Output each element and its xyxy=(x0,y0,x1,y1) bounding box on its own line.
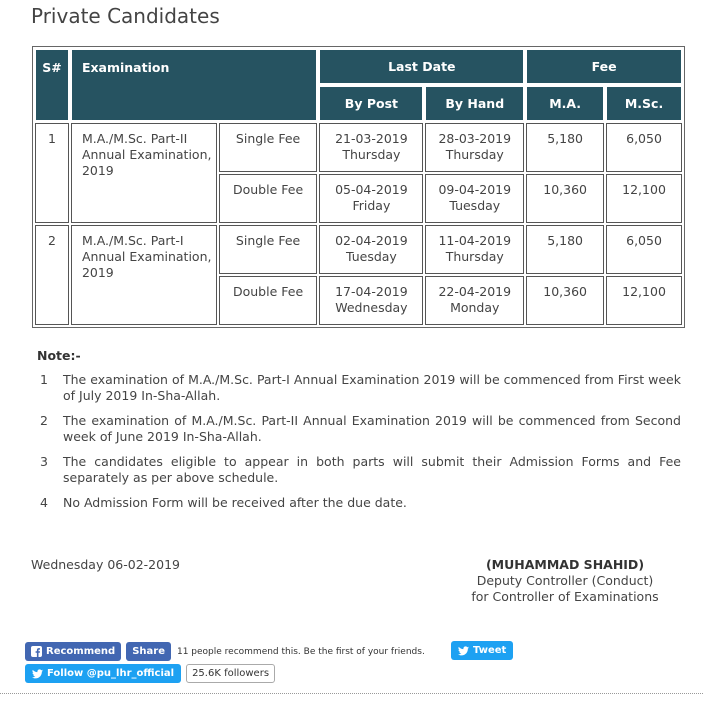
fee-msc-cell: 6,050 xyxy=(606,123,682,172)
header-ma: M.A. xyxy=(526,86,604,121)
note-item xyxy=(37,495,681,511)
notice-date: Wednesday 06-02-2019 xyxy=(31,557,180,572)
note-text: No Admission Form will be received after the due date. xyxy=(63,495,407,510)
by-post-day: Thursday xyxy=(342,147,401,162)
by-hand-day: Tuesday xyxy=(449,198,501,213)
header-fee: Fee xyxy=(526,49,682,84)
schedule-table xyxy=(32,46,685,328)
tweet-button[interactable] xyxy=(451,641,513,660)
follow-button[interactable] xyxy=(25,664,181,683)
facebook-widget xyxy=(25,642,425,661)
by-hand-cell xyxy=(425,174,524,223)
signatory-for: for Controller of Examinations xyxy=(471,589,659,604)
fee-msc-cell: 12,100 xyxy=(606,174,682,223)
by-hand-date: 11-04-2019 xyxy=(438,233,512,248)
by-post-cell xyxy=(319,225,423,274)
notes-heading: Note:- xyxy=(37,348,81,363)
signature-block xyxy=(450,557,680,605)
by-post-cell xyxy=(319,174,423,223)
follow-label: Follow @pu_lhr_official xyxy=(47,668,175,679)
followers-count: 25.6K followers xyxy=(186,664,275,683)
note-text: The examination of M.A./M.Sc. Part-I Annual Examination 2019 will be commenced from First week of July 2019 In-Sha-Allah. xyxy=(63,372,681,403)
signatory-title: Deputy Controller (Conduct) xyxy=(476,573,654,588)
note-number: 2 xyxy=(40,413,48,428)
header-by-hand: By Hand xyxy=(425,86,524,121)
header-msc: M.Sc. xyxy=(606,86,682,121)
fee-ma-cell: 5,180 xyxy=(526,225,604,274)
by-hand-date: 09-04-2019 xyxy=(438,182,512,197)
by-hand-cell xyxy=(425,276,524,325)
note-text: The candidates eligible to appear in both parts will submit their Admission Forms and Fee separately as per above schedule. xyxy=(63,454,681,485)
note-item xyxy=(37,454,681,486)
by-hand-date: 22-04-2019 xyxy=(438,284,512,299)
fee-ma-cell: 10,360 xyxy=(526,174,604,223)
recommend-button[interactable] xyxy=(25,642,121,661)
tweet-label: Tweet xyxy=(473,645,507,656)
facebook-icon xyxy=(31,646,42,657)
table-row xyxy=(35,225,682,274)
note-number: 3 xyxy=(40,454,48,469)
notes-list xyxy=(37,372,681,520)
by-post-date: 17-04-2019 xyxy=(335,284,408,299)
header-by-post: By Post xyxy=(319,86,423,121)
fee-msc-cell: 6,050 xyxy=(606,225,682,274)
note-number: 4 xyxy=(40,495,48,510)
by-hand-date: 28-03-2019 xyxy=(438,131,512,146)
table-row xyxy=(35,123,682,172)
by-post-date: 21-03-2019 xyxy=(335,131,408,146)
share-button[interactable]: Share xyxy=(126,642,171,661)
exam-name-cell: M.A./M.Sc. Part-I Annual Examination, 2019 xyxy=(71,225,217,325)
bottom-divider xyxy=(0,693,703,694)
note-number: 1 xyxy=(40,372,48,387)
fee-ma-cell: 5,180 xyxy=(526,123,604,172)
twitter-bird-icon xyxy=(32,669,43,679)
by-hand-day: Thursday xyxy=(445,249,504,264)
recommend-text: 11 people recommend this. Be the first of your friends. xyxy=(176,646,425,657)
by-post-cell xyxy=(319,123,423,172)
twitter-bird-icon xyxy=(458,646,469,656)
by-post-date: 05-04-2019 xyxy=(335,182,408,197)
header-examination: Examination xyxy=(71,49,318,121)
by-hand-cell xyxy=(425,123,524,172)
note-text: The examination of M.A./M.Sc. Part-II Annual Examination 2019 will be commenced from Second week of June 2019 In-Sha-Allah. xyxy=(63,413,681,444)
by-post-day: Tuesday xyxy=(345,249,397,264)
recommend-label: Recommend xyxy=(46,646,116,657)
by-post-cell xyxy=(319,276,423,325)
fee-msc-cell: 12,100 xyxy=(606,276,682,325)
serial-cell: 2 xyxy=(35,225,69,325)
fee-ma-cell: 10,360 xyxy=(526,276,604,325)
by-post-day: Wednesday xyxy=(335,300,408,315)
by-hand-day: Monday xyxy=(450,300,500,315)
exam-name-cell: M.A./M.Sc. Part-II Annual Examination, 2019 xyxy=(71,123,217,223)
serial-cell: 1 xyxy=(35,123,69,223)
header-sno: S# xyxy=(35,49,69,121)
page-title: Private Candidates xyxy=(31,4,220,28)
by-hand-cell xyxy=(425,225,524,274)
by-post-date: 02-04-2019 xyxy=(335,233,408,248)
note-item xyxy=(37,372,681,404)
fee-type-cell: Double Fee xyxy=(219,174,318,223)
twitter-follow-widget xyxy=(25,664,275,683)
fee-type-cell: Single Fee xyxy=(219,225,318,274)
fee-type-cell: Single Fee xyxy=(219,123,318,172)
note-item xyxy=(37,413,681,445)
by-hand-day: Thursday xyxy=(445,147,504,162)
tweet-widget xyxy=(451,641,513,660)
fee-type-cell: Double Fee xyxy=(219,276,318,325)
header-last-date: Last Date xyxy=(319,49,524,84)
by-post-day: Friday xyxy=(352,198,391,213)
signatory-name: (MUHAMMAD SHAHID) xyxy=(485,557,645,572)
